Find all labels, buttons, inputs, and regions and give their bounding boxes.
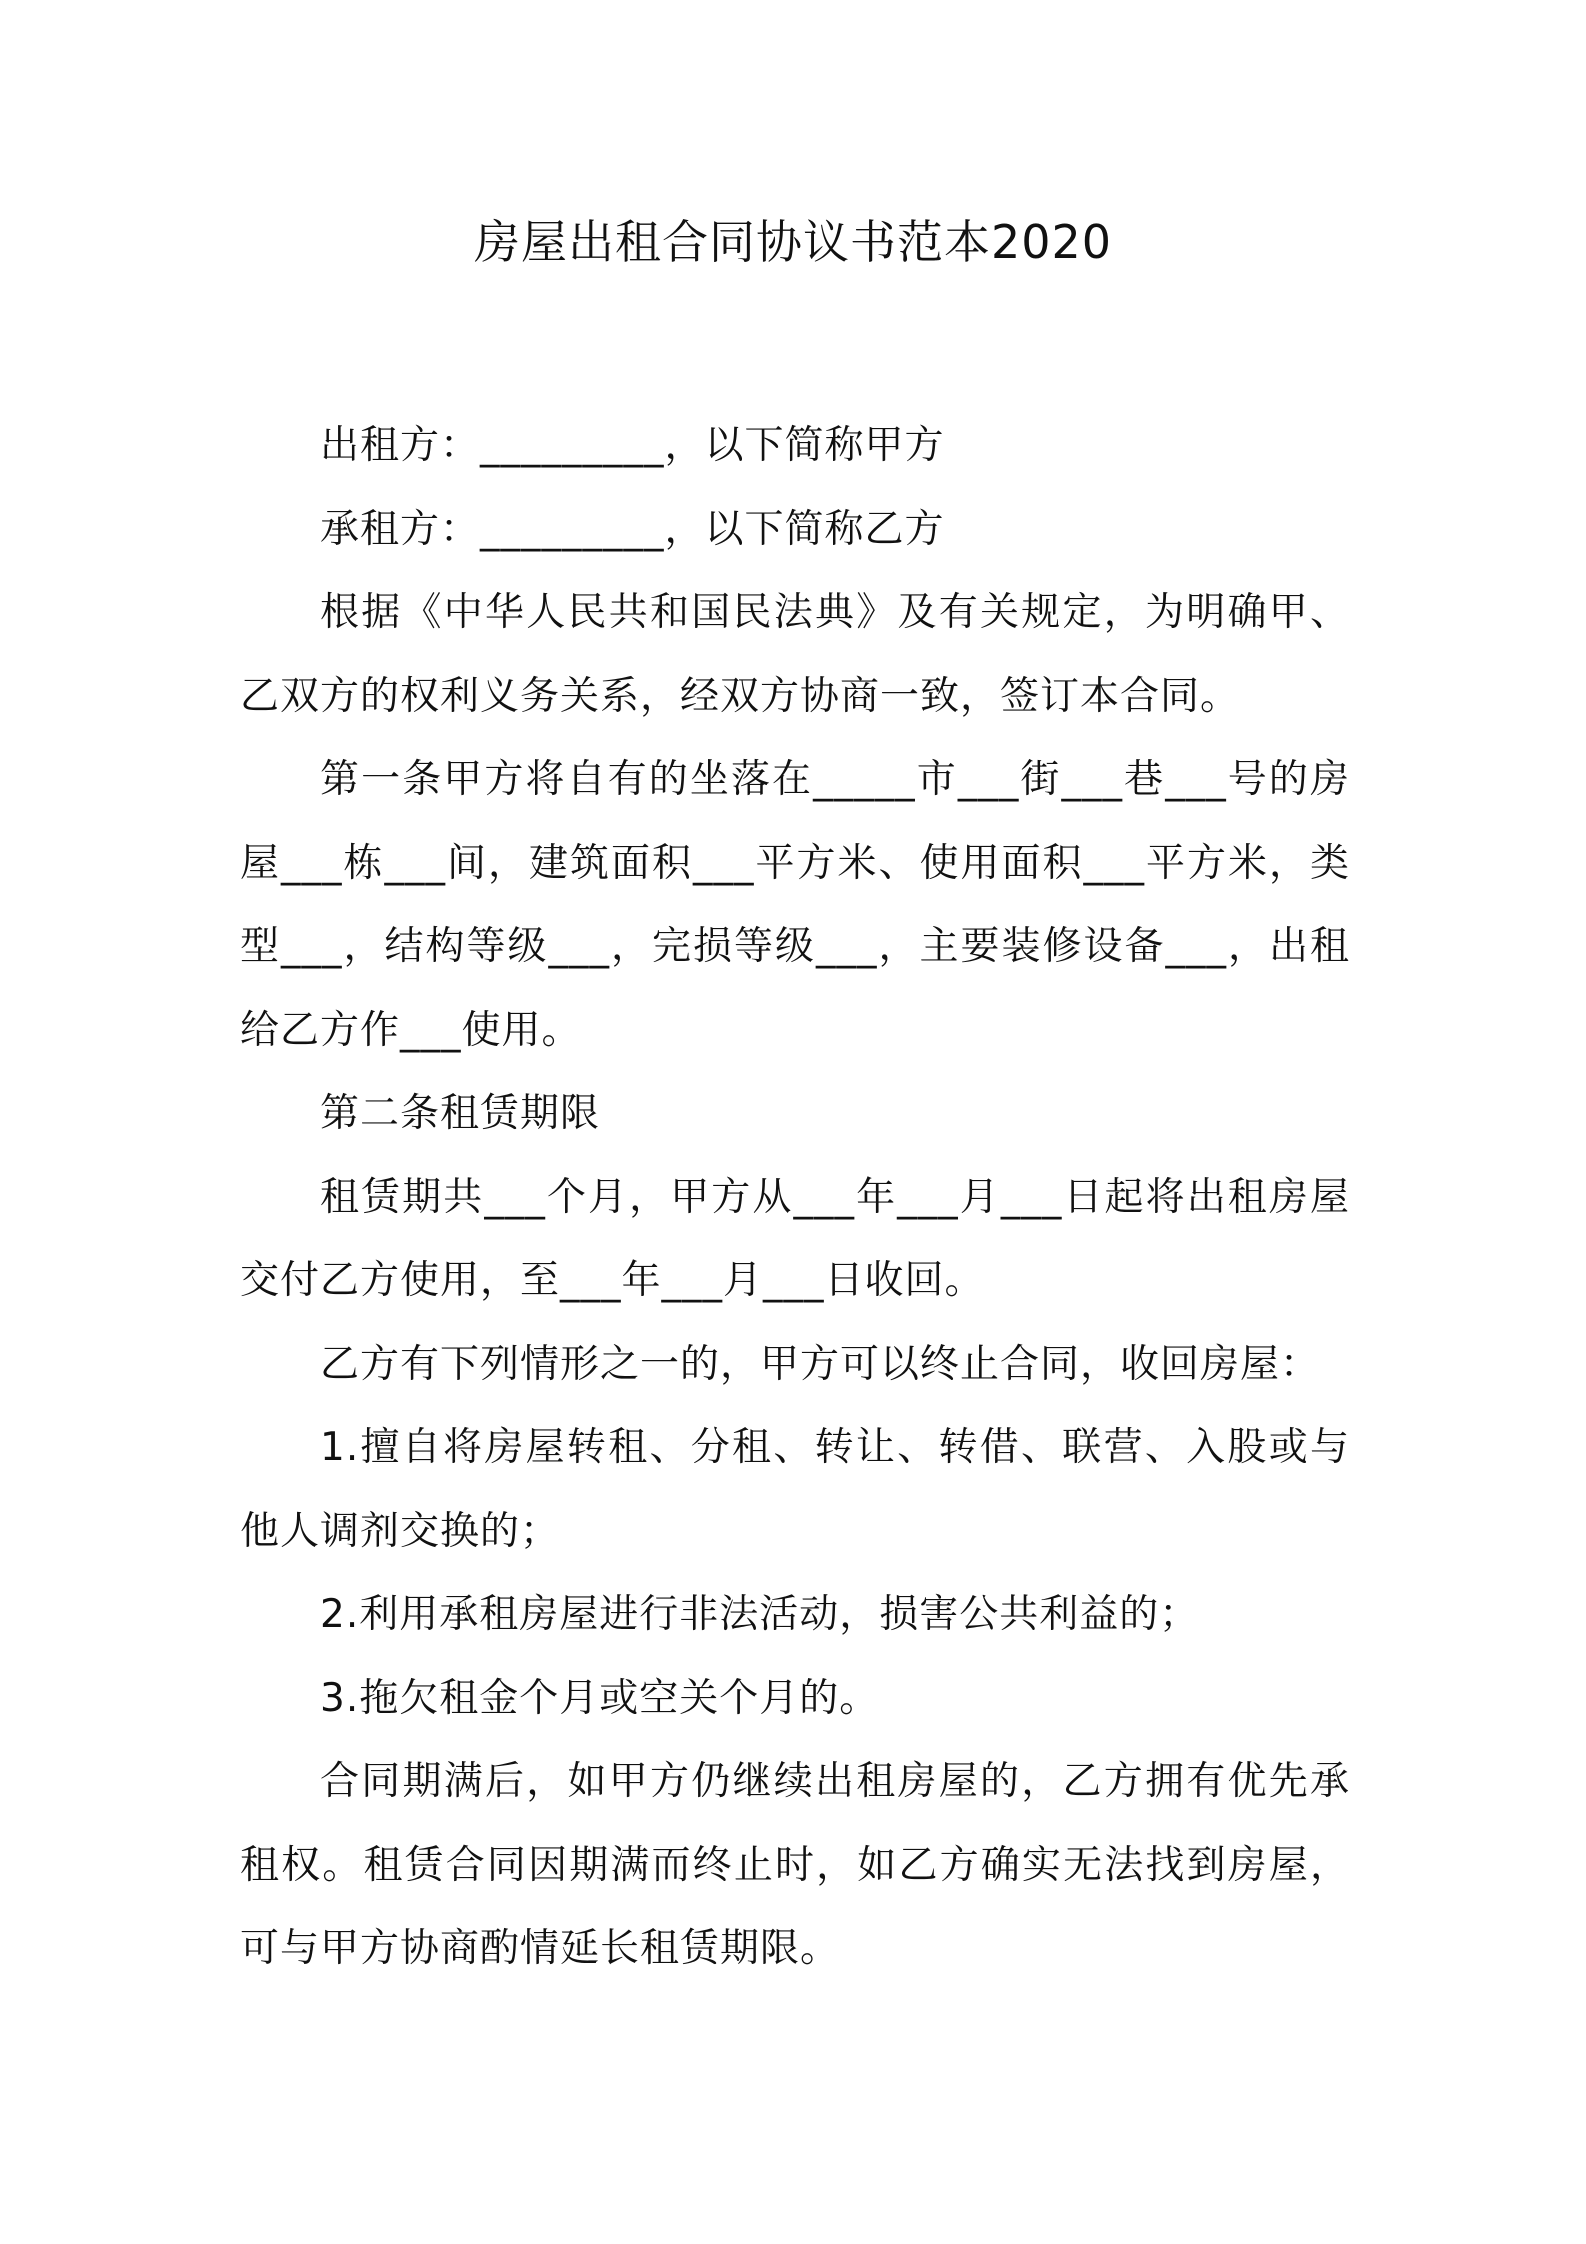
lessor-line: 出租方：_________，以下简称甲方: [320, 423, 945, 468]
termination-item-3: 3.拖欠租金个月或空关个月的。: [320, 1675, 880, 1721]
document-body: [240, 404, 1350, 1991]
article-two-heading: 第二条租赁期限: [320, 1091, 601, 1136]
lease-term-paragraph: 租赁期共___个月，甲方从___年___月___日起将出租房屋交付乙方使用，至___年___月___日收回。: [240, 1174, 1350, 1303]
article-one-paragraph: 第一条甲方将自有的坐落在_____市___街___巷___号的房屋___栋___间，建筑面积___平方米、使用面积___平方米，类型___，结构等级___，完损等级___，主要装修设备___，出租给乙方作___使用。: [240, 757, 1350, 1053]
termination-item-1: 1.擅自将房屋转租、分租、转让、转借、联营、入股或与他人调剂交换的；: [240, 1425, 1350, 1554]
termination-item-2: 2.利用承租房屋进行非法活动，损害公共利益的；: [320, 1592, 1200, 1637]
renewal-paragraph: 合同期满后，如甲方仍继续出租房屋的，乙方拥有优先承租权。租赁合同因期满而终止时，如乙方确实无法找到房屋，可与甲方协商酌情延长租赁期限。: [240, 1759, 1350, 1971]
termination-intro-paragraph: 乙方有下列情形之一的，甲方可以终止合同，收回房屋：: [320, 1341, 1321, 1387]
document-title: 房屋出租合同协议书范本2020: [473, 215, 1113, 269]
preamble-paragraph: 根据《中华人民共和国民法典》及有关规定，为明确甲、乙双方的权利义务关系，经双方协商一致，签订本合同。: [240, 590, 1350, 719]
lessee-line: 承租方：_________，以下简称乙方: [320, 506, 945, 552]
